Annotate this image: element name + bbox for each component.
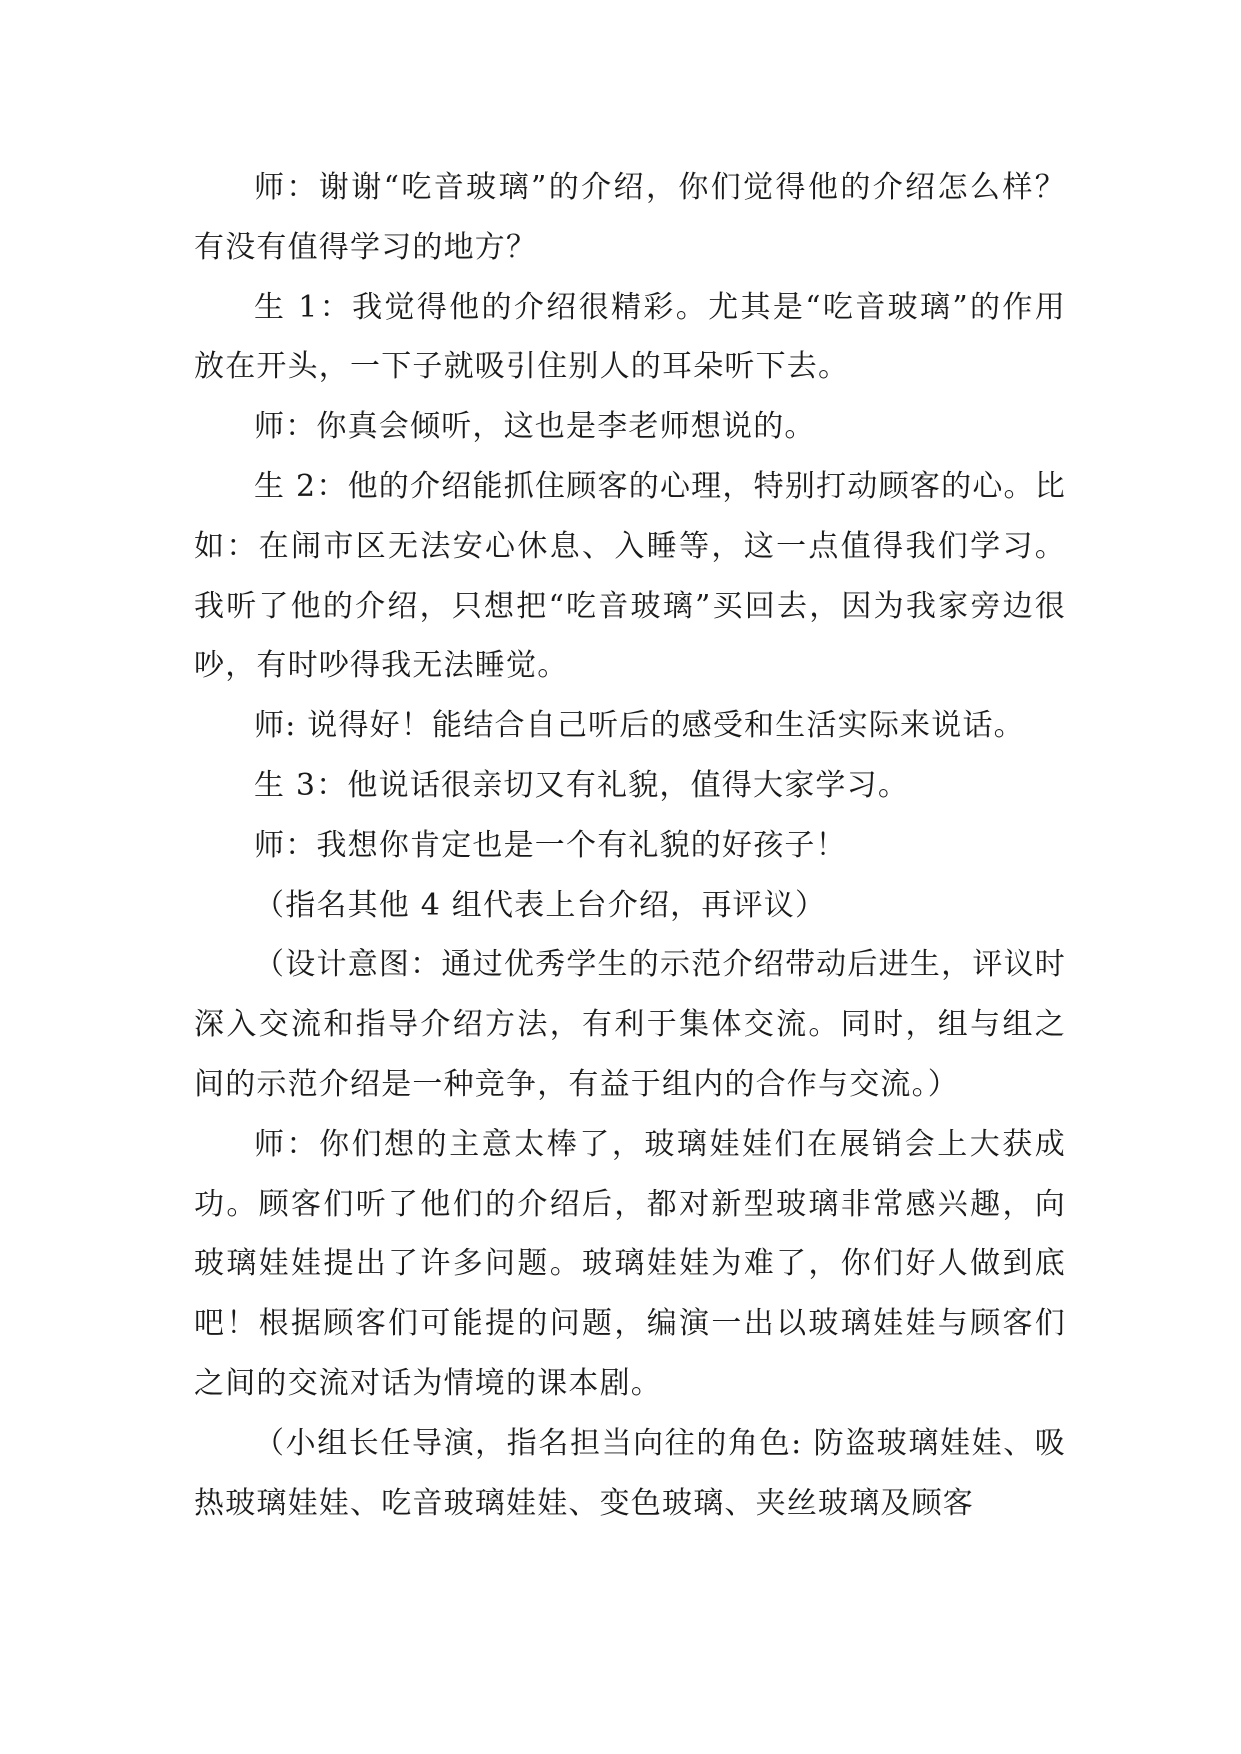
paragraph: 师：我想你肯定也是一个有礼貌的好孩子！ [254,827,847,863]
paragraph: （指名其他 4 组代表上台介绍，再评议） [254,887,827,923]
paragraph: 生 1：我觉得他的介绍很精彩。尤其是“吃音玻璃”的作用放在开头，一下子就吸引住别人的耳朵听下去。 [194,289,1066,385]
paragraph: （设计意图：通过优秀学生的示范介绍带动后进生，评议时深入交流和指导介绍方法，有利于集体交流。同时，组与组之间的示范介绍是一种竞争，有益于组内的合作与交流。） [194,947,1066,1102]
paragraph: 生 2：他的介绍能抓住顾客的心理，特别打动顾客的心。比如：在闹市区无法安心休息、入睡等，这一点值得我们学习。我听了他的介绍，只想把“吃音玻璃”买回去，因为我家旁边很吵，有时吵得我无法睡觉。 [194,468,1066,684]
paragraph: 师: 说得好！能结合自己听后的感受和生活实际来说话。 [254,708,1025,744]
document-body [194,158,1066,1533]
paragraph: 生 3：他说话很亲切又有礼貌，值得大家学习。 [254,767,910,803]
paragraph: 师：谢谢“吃音玻璃”的介绍，你们觉得他的介绍怎么样？有没有值得学习的地方？ [194,170,1066,265]
paragraph: （小组长任导演，指名担当向往的角色: 防盗玻璃娃娃、吸热玻璃娃娃、吃音玻璃娃娃、变色玻璃、夹丝玻璃及顾客 [194,1425,1066,1521]
paragraph: 师：你真会倾听，这也是李老师想说的。 [254,409,816,445]
paragraph: 师：你们想的主意太棒了，玻璃娃娃们在展销会上大获成功。顾客们听了他们的介绍后，都对新型玻璃非常感兴趣，向玻璃娃娃提出了许多问题。玻璃娃娃为难了，你们好人做到底吧！根据顾客们可能提的问题，编演一出以玻璃娃娃与顾客们之间的交流对话为情境的课本剧。 [194,1126,1066,1401]
